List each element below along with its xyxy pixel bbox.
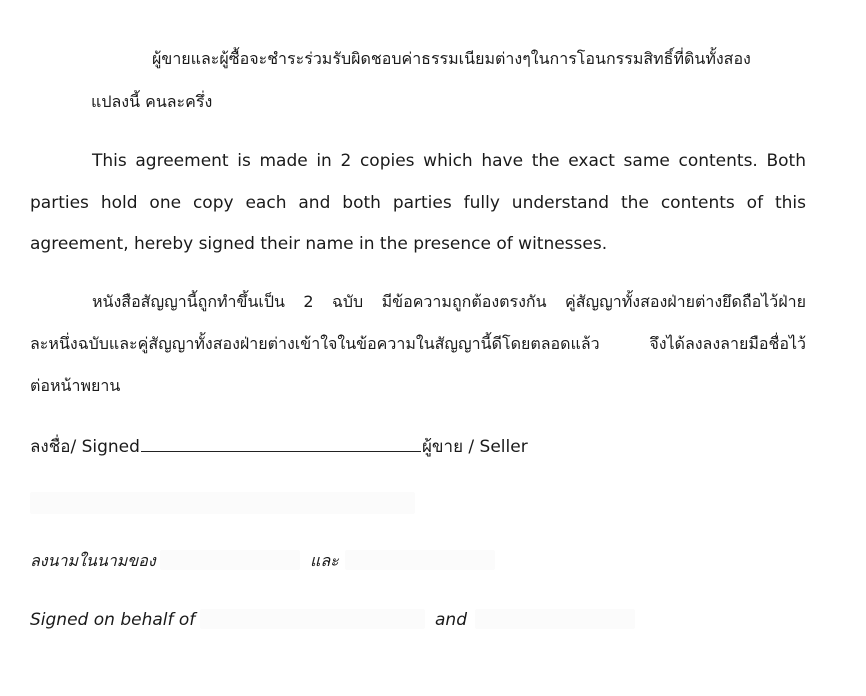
signature-blank-line[interactable]: [141, 433, 421, 452]
english-agreement-line-2: parties hold one copy each and both parties fully understand the contents of this: [30, 193, 806, 213]
redacted-party-1-english: [200, 609, 425, 629]
thai-fee-clause-line-2: แปลงนี้ คนละครึ่ง: [91, 92, 213, 111]
seller-label: ผู้ขาย / Seller: [421, 437, 528, 457]
redacted-party-1-thai: [160, 550, 300, 570]
redacted-party-2-english: [475, 609, 635, 629]
thai-fee-clause-line-1: ผู้ขายและผู้ซื้อจะชำระร่วมรับผิดชอบค่าธรรมเนียมต่างๆในการโอนกรรมสิทธิ์ที่ดินทั้งสอง: [152, 49, 751, 68]
redacted-party-2-thai: [345, 550, 495, 570]
seller-signature-row: [30, 433, 528, 458]
english-agreement-line-1: This agreement is made in 2 copies which have the exact same contents. Both: [92, 151, 806, 171]
english-agreement-line-3: agreement, hereby signed their name in the presence of witnesses.: [30, 234, 608, 254]
thai-agreement-line-3: ต่อหน้าพยาน: [30, 376, 121, 395]
redacted-text-area: [30, 492, 415, 514]
behalf-thai-prefix: ลงนามในนามของ: [30, 551, 156, 570]
thai-agreement-line-1: หนังสือสัญญานี้ถูกทำขึ้นเป็น 2 ฉบับ มีข้อความถูกต้องตรงกัน คู่สัญญาทั้งสองฝ่ายต่างยึดถือไว้ฝ่าย: [92, 292, 806, 311]
behalf-english-and: and: [435, 610, 467, 630]
behalf-english-prefix: Signed on behalf of: [30, 610, 196, 630]
thai-agreement-line-2: ละหนึ่งฉบับและคู่สัญญาทั้งสองฝ่ายต่างเข้าใจในข้อความในสัญญานี้ดีโดยตลอดแล้ว จึงได้ลงลงลายมือชื่อไว้: [30, 334, 806, 353]
signed-label: ลงชื่อ/ Signed: [30, 437, 140, 457]
behalf-thai-and: และ: [310, 551, 339, 570]
